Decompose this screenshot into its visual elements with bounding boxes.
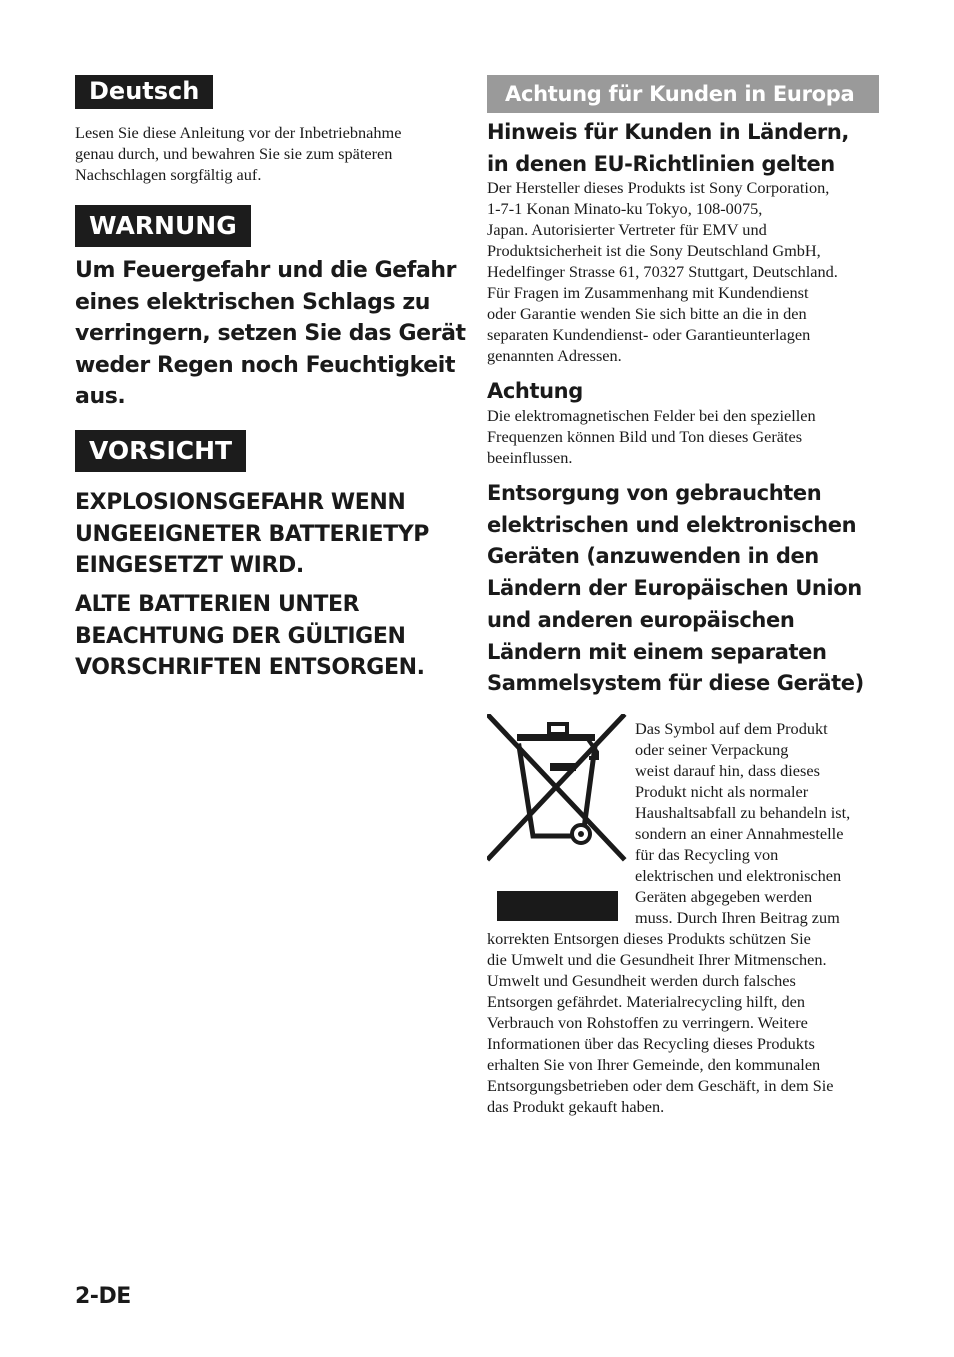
caution-line: UNGEEIGNETER BATTERIETYP — [75, 521, 429, 547]
paragraph-line: Entsorgen gefährdet. Materialrecycling hilft, den — [487, 992, 805, 1011]
paragraph-line: beeinflussen. — [487, 448, 573, 467]
intro-line: genau durch, und bewahren Sie sie zum späteren — [75, 144, 393, 163]
intro-line: Nachschlagen sorgfältig auf. — [75, 165, 262, 184]
caution-line: BEACHTUNG DER GÜLTIGEN — [75, 623, 406, 649]
warning-line: verringern, setzen Sie das Gerät — [75, 321, 466, 346]
caution-line: ALTE BATTERIEN UNTER — [75, 592, 360, 617]
eu-notice-heading — [487, 116, 879, 180]
heading-line: Hinweis für Kunden in Ländern, — [487, 120, 849, 144]
paragraph-line: Produktsicherheit ist die Sony Deutschland GmbH, — [487, 241, 821, 260]
disposal-heading — [487, 478, 879, 700]
intro-line: Lesen Sie diese Anleitung vor der Inbetriebnahme — [75, 123, 402, 142]
heading-line: in denen EU-Richtlinien gelten — [487, 152, 835, 176]
manufacturer-paragraph — [487, 177, 879, 366]
paragraph-line: Produkt nicht als normaler — [635, 782, 809, 801]
paragraph-line: für das Recycling von — [635, 845, 779, 864]
paragraph-line: separaten Kundendienst- oder Garantieunterlagen — [487, 325, 811, 344]
page-number: 2-DE — [75, 1284, 131, 1309]
caution-line: EINGESETZT WIRD. — [75, 553, 304, 578]
paragraph-line: Entsorgungsbetrieben oder dem Geschäft, in dem Sie — [487, 1076, 834, 1095]
paragraph-line: erhalten Sie von Ihrer Gemeinde, den kommunalen — [487, 1055, 821, 1074]
symbol-paragraph — [635, 718, 885, 928]
intro-paragraph — [75, 122, 455, 185]
warning-line: eines elektrischen Schlags zu — [75, 289, 431, 315]
heading-line: Ländern der Europäischen Union — [487, 576, 862, 601]
paragraph-line: Hedelfinger Strasse 61, 70327 Stuttgart, Deutschland. — [487, 262, 838, 281]
paragraph-line: oder Garantie wenden Sie sich bitte an die in den — [487, 304, 807, 323]
paragraph-line: Der Hersteller dieses Produkts ist Sony Corporation, — [487, 178, 830, 197]
recycling-paragraph — [487, 928, 882, 1117]
caution-line: VORSCHRIFTEN ENTSORGEN. — [75, 655, 425, 680]
paragraph-line: Geräten abgegeben werden — [635, 887, 813, 906]
paragraph-line: 1-7-1 Konan Minato-ku Tokyo, 108-0075, — [487, 199, 763, 218]
warning-text — [75, 255, 466, 413]
paragraph-line: weist darauf hin, dass dieses — [635, 761, 820, 780]
paragraph-line: Umwelt und Gesundheit werden durch falsches — [487, 971, 796, 990]
warning-line: aus. — [75, 384, 126, 409]
crossed-out-wheeled-bin-icon — [487, 714, 629, 924]
paragraph-line: Japan. Autorisierter Vertreter für EMV und — [487, 220, 767, 239]
paragraph-line: Das Symbol auf dem Produkt — [635, 719, 828, 738]
caution-text-batteries — [75, 589, 455, 684]
europe-banner: Achtung für Kunden in Europa — [487, 75, 879, 113]
caution-line: EXPLOSIONSGEFAHR WENN — [75, 490, 406, 515]
paragraph-line: korrekten Entsorgen dieses Produkts schützen Sie — [487, 929, 811, 948]
attention-heading: Achtung — [487, 379, 583, 403]
paragraph-line: die Umwelt und die Gesundheit Ihrer Mitmenschen. — [487, 950, 827, 969]
heading-line: Sammelsystem für diese Geräte) — [487, 671, 864, 696]
heading-line: Entsorgung von gebrauchten — [487, 481, 822, 505]
emf-paragraph — [487, 405, 879, 468]
paragraph-line: Informationen über das Recycling dieses Produkts — [487, 1034, 815, 1053]
paragraph-line: Für Fragen im Zusammenhang mit Kundendienst — [487, 283, 809, 302]
caution-tag: VORSICHT — [75, 430, 246, 472]
paragraph-line: oder seiner Verpackung — [635, 740, 789, 759]
paragraph-line: Frequenzen können Bild und Ton dieses Gerätes — [487, 427, 803, 446]
language-tag: Deutsch — [75, 75, 213, 109]
paragraph-line: elektrischen und elektronischen — [635, 866, 842, 885]
warning-line: weder Regen noch Feuchtigkeit — [75, 352, 456, 378]
caution-text-explosion — [75, 487, 455, 582]
paragraph-line: Haushaltsabfall zu behandeln ist, — [635, 803, 851, 822]
paragraph-line: sondern an einer Annahmestelle — [635, 824, 844, 843]
warning-line: Um Feuergefahr und die Gefahr — [75, 258, 457, 283]
heading-line: und anderen europäischen — [487, 607, 795, 632]
paragraph-line: Verbrauch von Rohstoffen zu verringern. Weitere — [487, 1013, 808, 1032]
warning-tag: WARNUNG — [75, 205, 251, 247]
paragraph-line: genannten Adressen. — [487, 346, 622, 365]
heading-line: Geräten (anzuwenden in den — [487, 544, 819, 569]
paragraph-line: muss. Durch Ihren Beitrag zum — [635, 908, 840, 927]
heading-line: Ländern mit einem separaten — [487, 639, 827, 664]
paragraph-line: Die elektromagnetischen Felder bei den speziellen — [487, 406, 816, 425]
heading-line: elektrischen und elektronischen — [487, 512, 857, 537]
paragraph-line: das Produkt gekauft haben. — [487, 1097, 665, 1116]
